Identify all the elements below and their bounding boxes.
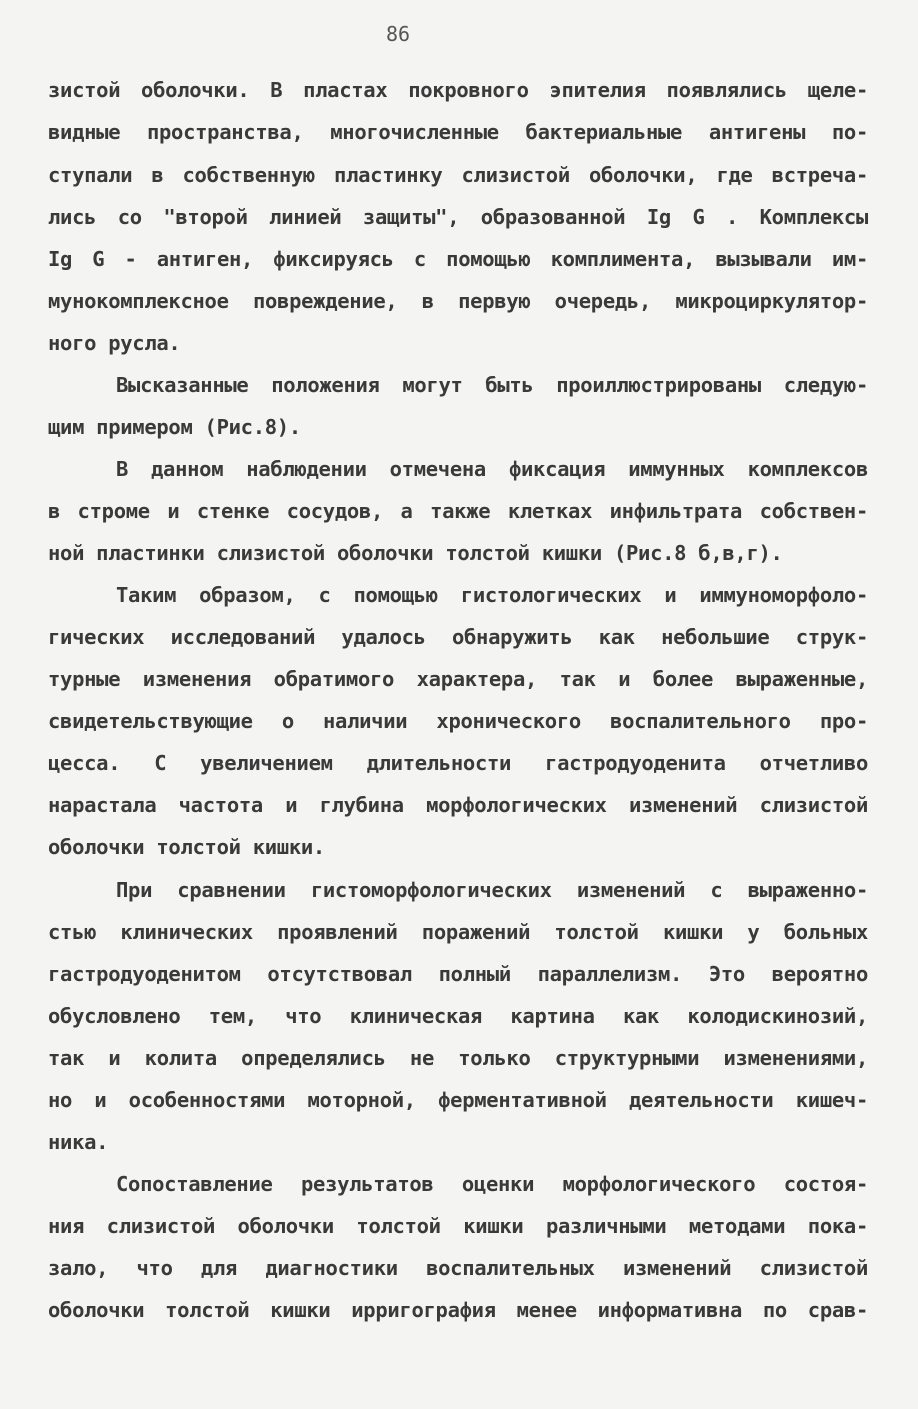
text-line: зистой оболочки. В пластах покровного эпителия появлялись щеле- [48, 78, 868, 102]
text-line: При сравнении гистоморфологических изменений с выраженно- [116, 878, 868, 902]
text-line: стью клинических проявлений поражений толстой кишки у больных [48, 920, 868, 944]
text-line: ника. [48, 1130, 109, 1154]
text-line: В данном наблюдении отмечена фиксация иммунных комплексов [116, 457, 868, 481]
text-line: гастродуоденитом отсутствовал полный параллелизм. Это вероятно [48, 962, 868, 986]
text-line: видные пространства, многочисленные бактериальные антигены по- [48, 120, 868, 144]
text-line: свидетельствующие о наличии хронического воспалительного про- [48, 709, 868, 733]
text-line: мунокомплексное повреждение, в первую очередь, микроциркулятор- [48, 289, 868, 313]
text-line: Таким образом, с помощью гистологических и иммуноморфоло- [116, 583, 868, 607]
text-line: так и колита определялись не только структурными изменениями, [48, 1046, 868, 1070]
text-line: лись со "второй линией защиты", образованной Ig G . Комплексы [48, 205, 868, 229]
text-line: гических исследований удалось обнаружить как небольшие струк- [48, 625, 868, 649]
page-number: 86 [385, 22, 411, 46]
text-line: оболочки толстой кишки. [48, 835, 325, 859]
text-line: ступали в собственную пластинку слизистой оболочки, где встреча- [48, 163, 868, 187]
text-line: Ig G - антиген, фиксируясь с помощью комплимента, вызывали им- [48, 247, 868, 271]
text-line: Сопоставление результатов оценки морфологического состоя- [116, 1172, 868, 1196]
text-line: ной пластинки слизистой оболочки толстой кишки (Рис.8 б,в,г). [48, 541, 783, 565]
text-line: обусловлено тем, что клиническая картина как колодискинозий, [48, 1004, 868, 1028]
text-line: Высказанные положения могут быть проиллюстрированы следую- [116, 373, 868, 397]
text-line: в строме и стенке сосудов, а также клетках инфильтрата собствен- [48, 499, 868, 523]
text-line: щим примером (Рис.8). [48, 415, 301, 439]
text-line: ного русла. [48, 331, 181, 355]
text-line: турные изменения обратимого характера, так и более выраженные, [48, 667, 868, 691]
text-line: цесса. С увеличением длительности гастродуоденита отчетливо [48, 751, 868, 775]
text-line: нарастала частота и глубина морфологических изменений слизистой [48, 793, 868, 817]
text-line: но и особенностями моторной, ферментативной деятельности кишеч- [48, 1088, 868, 1112]
text-line: зало, что для диагностики воспалительных изменений слизистой [48, 1256, 868, 1280]
text-line: ния слизистой оболочки толстой кишки различными методами пока- [48, 1214, 868, 1238]
text-line: оболочки толстой кишки ирригография менее информативна по срав- [48, 1298, 868, 1322]
